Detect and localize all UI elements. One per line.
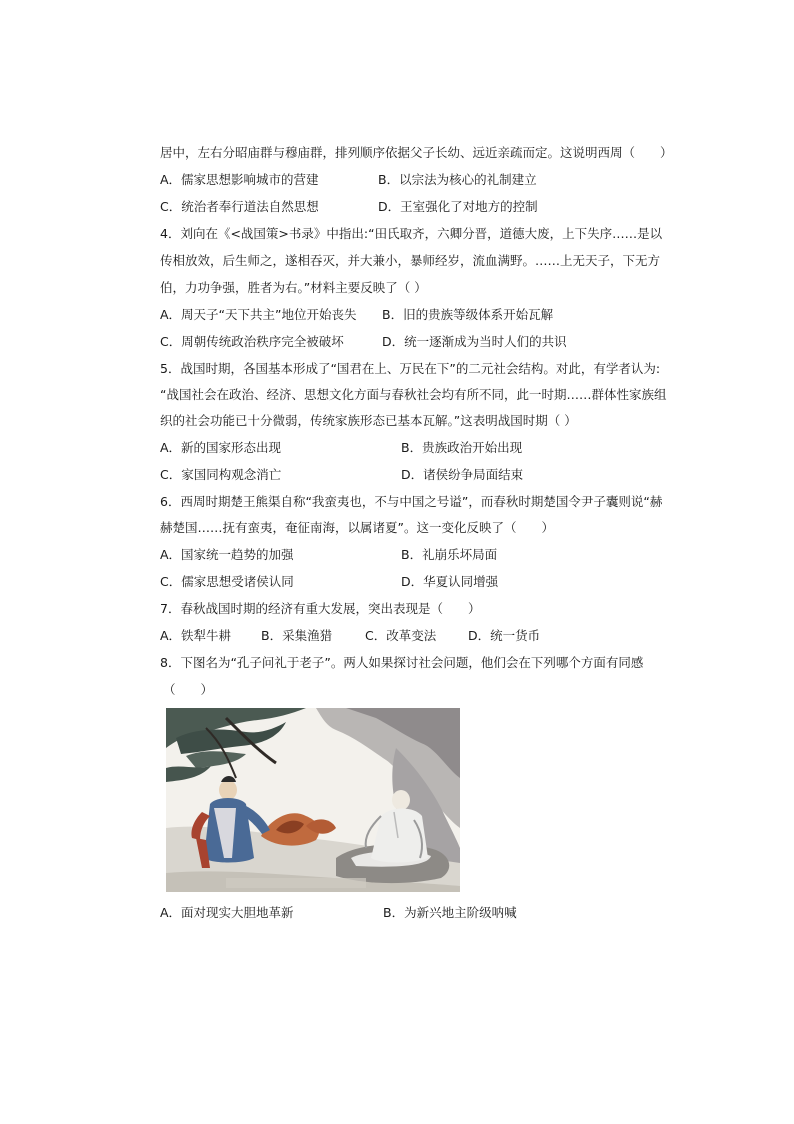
question-8-stem: （ ）: [163, 682, 214, 697]
question-4-stem: 伯，力功争强，胜者为右。”材料主要反映了（ ）: [160, 280, 427, 295]
q4-option-a[interactable]: A．周天子“天下共主”地位开始丧失: [160, 307, 357, 322]
q5-option-b[interactable]: B．贵族政治开始出现: [401, 440, 523, 455]
q6-option-b[interactable]: B．礼崩乐坏局面: [401, 547, 498, 562]
question-4-stem: 4．刘向在《<战国策>书录》中指出:“田氏取齐，六卿分晋，道德大废，上下失序……是以: [160, 226, 663, 241]
question-7-stem: 7．春秋战国时期的经济有重大发展，突出表现是（ ）: [160, 601, 481, 616]
q4-option-d[interactable]: D．统一逐渐成为当时人们的共识: [382, 334, 567, 349]
q7-option-c[interactable]: C．改革变法: [365, 628, 437, 643]
question-5-stem: 织的社会功能已十分微弱，传统家族形态已基本瓦解。”这表明战国时期（ ）: [160, 413, 577, 428]
option-c[interactable]: C．统治者奉行道法自然思想: [160, 199, 319, 214]
question-6-stem: 赫楚国……抚有蛮夷，奄征南海，以属诸夏”。这一变化反映了（ ）: [160, 520, 554, 535]
question-stem-line: 居中，左右分昭庙群与穆庙群，排列顺序依据父子长幼、远近亲疏而定。这说明西周（ ）: [160, 145, 673, 160]
option-a[interactable]: A．儒家思想影响城市的营建: [160, 172, 319, 187]
q4-option-c[interactable]: C．周朝传统政治秩序完全被破坏: [160, 334, 344, 349]
q7-option-b[interactable]: B．采集渔猎: [261, 628, 333, 643]
q5-option-a[interactable]: A．新的国家形态出现: [160, 440, 282, 455]
q7-option-d[interactable]: D．统一货币: [468, 628, 541, 643]
q4-option-b[interactable]: B．旧的贵族等级体系开始瓦解: [382, 307, 554, 322]
q8-option-a[interactable]: A．面对现实大胆地革新: [160, 905, 294, 920]
question-6-stem: 6．西周时期楚王熊渠自称“我蛮夷也，不与中国之号谥”，而春秋时期楚国令尹子囊则说“赫: [160, 494, 663, 509]
q6-option-d[interactable]: D．华夏认同增强: [401, 574, 499, 589]
confucius-visiting-laozi-painting: [166, 708, 460, 892]
option-d[interactable]: D．王室强化了对地方的控制: [378, 199, 538, 214]
q7-option-a[interactable]: A．铁犁牛耕: [160, 628, 232, 643]
q6-option-c[interactable]: C．儒家思想受诸侯认同: [160, 574, 294, 589]
question-5-stem: “战国社会在政治、经济、思想文化方面与春秋社会均有所不同，此一时期……群体性家族组: [160, 387, 667, 402]
q5-option-d[interactable]: D．诸侯纷争局面结束: [401, 467, 524, 482]
question-4-stem: 传相放效，后生师之，遂相吞灭，并大兼小，暴师经岁，流血满野。……上无天子，下无方: [160, 253, 661, 268]
q6-option-a[interactable]: A．国家统一趋势的加强: [160, 547, 294, 562]
option-b[interactable]: B．以宗法为核心的礼制建立: [378, 172, 537, 187]
q5-option-c[interactable]: C．家国同构观念消亡: [160, 467, 282, 482]
q8-option-b[interactable]: B．为新兴地主阶级呐喊: [383, 905, 517, 920]
question-8-stem: 8．下图名为“孔子问礼于老子”。两人如果探讨社会问题，他们会在下列哪个方面有同感: [160, 655, 644, 670]
question-5-stem: 5．战国时期，各国基本形成了“国君在上、万民在下”的二元社会结构。对此，有学者认为:: [160, 361, 661, 376]
